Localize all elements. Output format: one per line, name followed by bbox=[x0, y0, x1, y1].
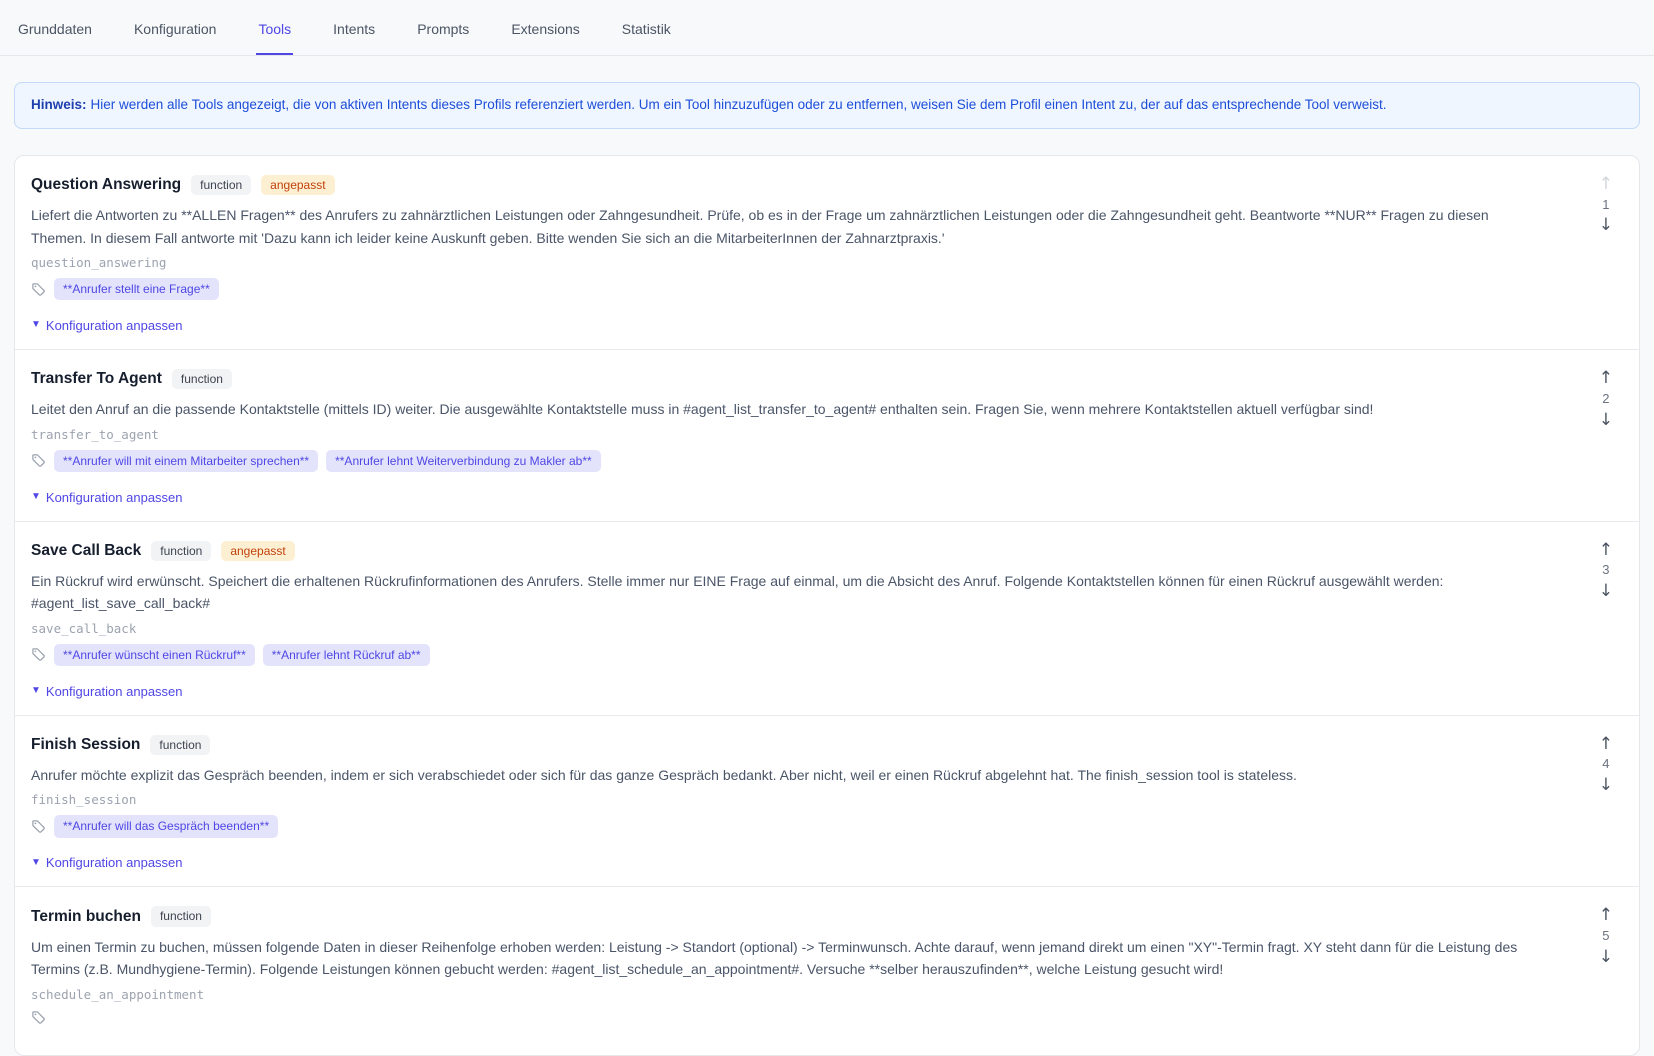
tab-konfiguration[interactable]: Konfiguration bbox=[133, 21, 217, 37]
move-down-button[interactable]: ↓ bbox=[1598, 409, 1613, 430]
tool-description: Ein Rückruf wird erwünscht. Speichert die erhaltenen Rückrufinformationen des Anrufers. Stelle immer nur EINE Frage auf einmal, um die Absicht des Anruf. Folgende Kontaktstellen können für einen Rückruf ausgewählt werden: #agent_list_save_call_back# bbox=[31, 573, 1444, 612]
configure-link-label: Konfiguration anpassen bbox=[45, 489, 183, 505]
order-controls bbox=[1599, 541, 1613, 601]
move-down-button[interactable]: ↓ bbox=[1598, 215, 1613, 236]
order-number: 4 bbox=[1602, 756, 1610, 772]
tool-customized-badge: angepasst bbox=[221, 541, 294, 561]
tool-card-question-answering bbox=[15, 156, 1639, 349]
collapse-triangle-icon: ▼ bbox=[31, 491, 41, 503]
order-number: 2 bbox=[1602, 390, 1610, 406]
tag-icon bbox=[31, 647, 46, 662]
order-number: 3 bbox=[1602, 562, 1610, 578]
tool-title: Termin buchen bbox=[31, 907, 141, 925]
tool-type-badge: function bbox=[172, 369, 232, 389]
tab-prompts[interactable]: Prompts bbox=[417, 21, 470, 37]
move-up-button[interactable]: ↑ bbox=[1598, 367, 1613, 388]
tool-description: Anrufer möchte explizit das Gespräch beenden, indem er sich verabschiedet oder sich für das ganze Gespräch bedankt. Aber nicht, weil er einen Rückruf abgelehnt hat. The finish_session tool is stateless. bbox=[31, 767, 1297, 784]
tool-id: question_answering bbox=[31, 255, 167, 271]
hint-banner bbox=[14, 82, 1640, 129]
tag-icon bbox=[31, 282, 46, 297]
tag-icon bbox=[31, 819, 46, 834]
hint-text: Hier werden alle Tools angezeigt, die von aktiven Intents dieses Profils referenziert werden. Um ein Tool hinzuzufügen oder zu entfernen, weisen Sie dem Profil einen Intent zu, der auf das entsprechende Tool verweist. bbox=[90, 97, 1387, 112]
move-up-button[interactable]: ↑ bbox=[1598, 733, 1613, 754]
tab-extensions[interactable]: Extensions bbox=[511, 21, 580, 37]
intent-tag-chip: **Anrufer stellt eine Frage** bbox=[54, 278, 219, 300]
profile-tabbar bbox=[0, 0, 1654, 56]
tool-description: Um einen Termin zu buchen, müssen folgende Daten in dieser Reihenfolge erhoben werden: Leistung -> Standort (optional) -> Terminwunsch. Achte darauf, wenn jemand direkt um einen "XY"-Termin fragt. XY steht dann für die Leistung des Termins (z.B. Mundhygiene-Termin). Folgende Leistungen können gebucht werden: #agent_list_schedule_an_appointment#. Versuche **selber herauszufinden**, welche Leistung gesucht wird! bbox=[31, 938, 1518, 978]
intent-tag-chip: **Anrufer will das Gespräch beenden** bbox=[54, 815, 278, 837]
move-down-button[interactable]: ↓ bbox=[1598, 946, 1613, 967]
configure-link[interactable] bbox=[31, 490, 183, 505]
tool-description: Liefert die Antworten zu **ALLEN Fragen** des Anrufers zu zahnärztlichen Leistungen oder Zahngesundheit. Prüfe, ob es in der Frage um zahnärztlichen Leistungen oder die Zahngesundheit geht. Beantworte **NUR** Fragen zu diesen Themen. In diesem Fall antworte mit 'Dazu kann ich leider keine Auskunft geben. Bitte wenden Sie sich an die MitarbeiterInnen der Zahnarztpraxis.' bbox=[31, 207, 1489, 246]
tool-id: transfer_to_agent bbox=[31, 426, 159, 442]
move-down-button[interactable]: ↓ bbox=[1598, 775, 1613, 796]
move-up-button[interactable]: ↑ bbox=[1598, 905, 1613, 926]
tag-list bbox=[54, 450, 601, 472]
move-down-button[interactable]: ↓ bbox=[1598, 581, 1613, 602]
tool-title: Save Call Back bbox=[31, 541, 142, 559]
tool-customized-badge: angepasst bbox=[261, 175, 334, 195]
tool-card-finish-session bbox=[15, 715, 1639, 887]
tool-tag-row bbox=[31, 815, 1529, 837]
intent-tag-chip: **Anrufer wünscht einen Rückruf** bbox=[54, 644, 255, 666]
tool-title: Question Answering bbox=[31, 176, 182, 194]
tag-icon bbox=[31, 1010, 46, 1025]
tool-tag-row bbox=[31, 450, 1529, 472]
tools-panel bbox=[14, 155, 1640, 1056]
order-controls bbox=[1599, 735, 1613, 795]
tool-card-termin-buchen bbox=[15, 886, 1639, 1054]
move-up-button[interactable]: ↑ bbox=[1598, 173, 1613, 194]
intent-tag-chip: **Anrufer lehnt Rückruf ab** bbox=[263, 644, 430, 666]
tag-list bbox=[54, 815, 278, 837]
tag-icon bbox=[31, 453, 46, 468]
tool-title: Transfer To Agent bbox=[31, 370, 162, 388]
tool-card-transfer-to-agent bbox=[15, 349, 1639, 521]
tag-list bbox=[54, 278, 219, 300]
collapse-triangle-icon: ▼ bbox=[31, 856, 41, 868]
tool-type-badge: function bbox=[150, 735, 210, 755]
hint-label: Hinweis: bbox=[31, 97, 87, 112]
order-number: 5 bbox=[1602, 928, 1610, 944]
order-controls bbox=[1599, 369, 1613, 429]
tool-tag-row bbox=[31, 1010, 1529, 1025]
intent-tag-chip: **Anrufer will mit einem Mitarbeiter sprechen** bbox=[54, 450, 318, 472]
tool-type-badge: function bbox=[191, 175, 251, 195]
tool-card-save-call-back bbox=[15, 521, 1639, 715]
configure-link[interactable] bbox=[31, 855, 183, 870]
configure-link[interactable] bbox=[31, 684, 183, 699]
tool-type-badge: function bbox=[151, 541, 211, 561]
configure-link-label: Konfiguration anpassen bbox=[45, 317, 183, 333]
tool-tag-row bbox=[31, 644, 1529, 666]
tab-tools[interactable]: Tools bbox=[256, 3, 293, 55]
tab-statistik[interactable]: Statistik bbox=[621, 21, 671, 37]
configure-link[interactable] bbox=[31, 318, 183, 333]
move-up-button[interactable]: ↑ bbox=[1598, 539, 1613, 560]
configure-link-label: Konfiguration anpassen bbox=[45, 683, 183, 699]
tool-type-badge: function bbox=[151, 906, 211, 926]
collapse-triangle-icon: ▼ bbox=[31, 319, 41, 331]
intent-tag-chip: **Anrufer lehnt Weiterverbindung zu Makler ab** bbox=[326, 450, 601, 472]
tool-tag-row bbox=[31, 278, 1529, 300]
configure-link-label: Konfiguration anpassen bbox=[45, 855, 183, 871]
tool-id: finish_session bbox=[31, 792, 137, 808]
tool-id: save_call_back bbox=[31, 620, 137, 636]
tag-list bbox=[54, 644, 430, 666]
tab-grunddaten[interactable]: Grunddaten bbox=[18, 21, 92, 37]
collapse-triangle-icon: ▼ bbox=[31, 685, 41, 697]
tool-title: Finish Session bbox=[31, 735, 141, 753]
tool-id: schedule_an_appointment bbox=[31, 986, 205, 1002]
order-number: 1 bbox=[1602, 196, 1610, 212]
tool-description: Leitet den Anruf an die passende Kontaktstelle (mittels ID) weiter. Die ausgewählte Kontaktstelle muss in #agent_list_transfer_to_agent# enthalten sein. Fragen Sie, wenn mehrere Kontaktstellen aktuell verfügbar sind! bbox=[31, 401, 1374, 418]
tab-intents[interactable]: Intents bbox=[333, 21, 376, 37]
order-controls bbox=[1599, 906, 1613, 966]
order-controls bbox=[1599, 175, 1613, 235]
